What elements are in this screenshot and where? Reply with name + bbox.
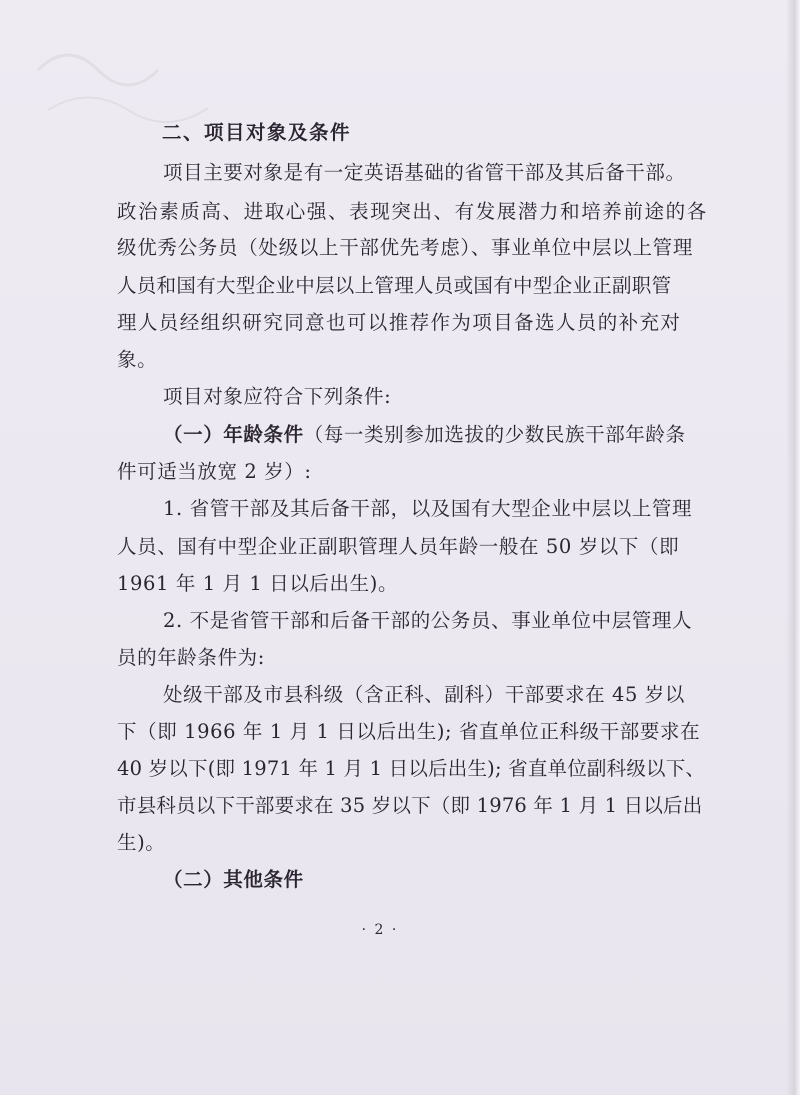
item-2-detail-line-3: 40 岁以下(即 1971 年 1 月 1 日以后出生); 省直单位副科级以下、 — [117, 757, 706, 780]
paragraph-1-line-3: 级优秀公务员（处级以上干部优先考虑）、事业单位中层以上管理 — [117, 236, 694, 259]
item-2-detail-line-4: 市县科员以下干部要求在 35 岁以下（即 1976 年 1 月 1 日以后出 — [117, 794, 703, 817]
item-2-line-2: 员的年龄条件为: — [117, 646, 265, 669]
scan-edge — [786, 0, 800, 1095]
paragraph-1-line-2: 政治素质高、进取心强、表现突出、有发展潜力和培养前途的各 — [117, 200, 708, 223]
item-2-detail-line-5: 生)。 — [117, 831, 166, 854]
item-2-detail-line-2: 下（即 1966 年 1 月 1 日以后出生); 省直单位正科级干部要求在 — [117, 720, 701, 743]
item-1-line-3: 1961 年 1 月 1 日以后出生)。 — [117, 572, 399, 595]
paragraph-1-line-1: 项目主要对象是有一定英语基础的省管干部及其后备干部。 — [163, 161, 686, 184]
item-2-line-1: 2. 不是省管干部和后备干部的公务员、事业单位中层管理人 — [163, 609, 693, 632]
section-heading: 二、项目对象及条件 — [162, 121, 352, 144]
item-2-detail-line-1: 处级干部及市县科级（含正科、副科）干部要求在 45 岁以 — [163, 683, 686, 706]
paragraph-1-line-5: 理人员经组织研究同意也可以推荐作为项目备选人员的补充对 — [117, 311, 682, 334]
paragraph-1-line-4: 人员和国有大型企业中层以上管理人员或国有中型企业正副职管 — [117, 274, 672, 297]
age-condition-label: （一）年龄条件 — [163, 423, 304, 446]
age-condition-note: （每一类别参加选拔的少数民族干部年龄条 — [303, 423, 686, 446]
item-1-line-2: 人员、国有中型企业正副职管理人员年龄一般在 50 岁以下（即 — [117, 535, 680, 558]
item-1-line-1: 1. 省管干部及其后备干部，以及国有大型企业中层以上管理 — [163, 497, 693, 520]
age-condition — [163, 422, 686, 448]
conditions-intro: 项目对象应符合下列条件: — [163, 385, 392, 408]
other-conditions-heading: （二）其他条件 — [163, 868, 304, 891]
age-condition-note-cont: 件可适当放宽 2 岁）: — [117, 460, 312, 483]
page-number: · 2 · — [361, 922, 399, 938]
paragraph-1-line-6: 象。 — [117, 348, 158, 371]
